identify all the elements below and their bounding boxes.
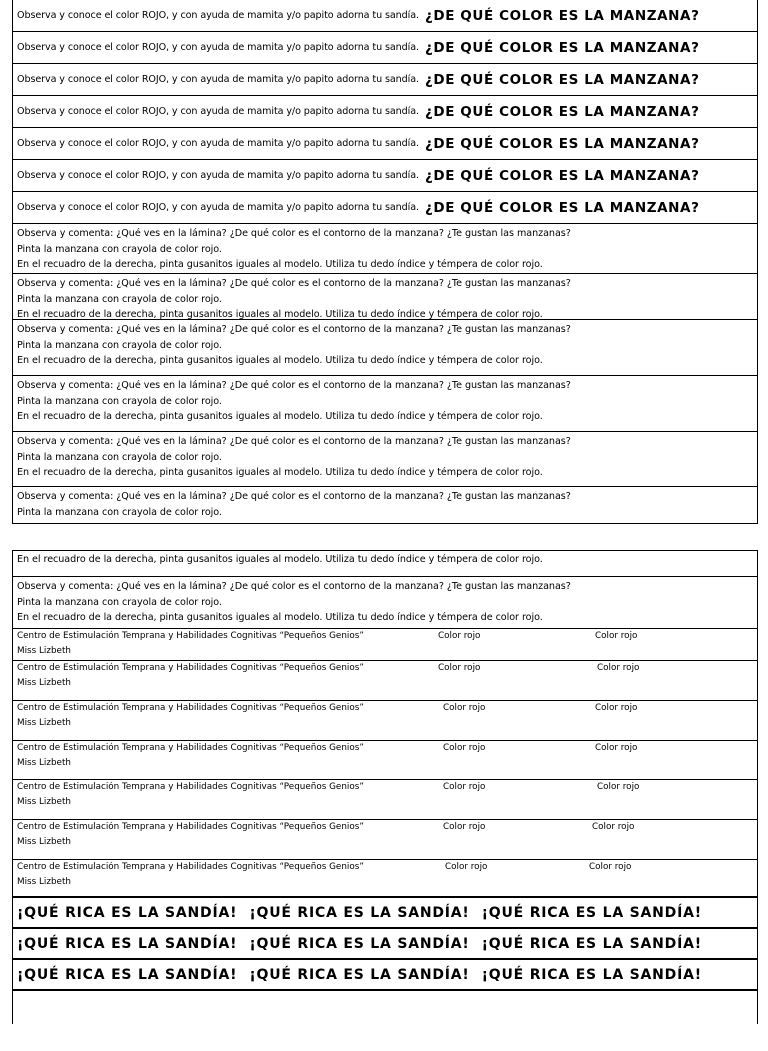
teacher-name: Miss Lizbeth — [17, 877, 71, 887]
color-label: Color rojo — [595, 703, 638, 713]
observa-text: Observa y conoce el color ROJO, y con ayuda de mamita y/o papito adorna tu sandía. — [17, 106, 419, 117]
sandia-text: ¡QUÉ RICA ES LA SANDÍA! — [17, 935, 238, 952]
comenta-block — [13, 224, 757, 274]
sandia-text: ¡QUÉ RICA ES LA SANDÍA! — [481, 966, 702, 983]
centro-row — [13, 701, 757, 741]
manzana-heading: ¿DE QUÉ COLOR ES LA MANZANA? — [424, 103, 700, 120]
comenta-block — [13, 274, 757, 320]
observa-row — [13, 160, 757, 192]
comenta-line-3: En el recuadro de la derecha, pinta gusanitos iguales al modelo. Utiliza tu dedo índice y témpera de color rojo. — [17, 309, 543, 320]
centro-row — [13, 741, 757, 780]
centro-name: Centro de Estimulación Temprana y Habilidades Cognitivas “Pequeños Genios” — [17, 862, 364, 872]
centro-name: Centro de Estimulación Temprana y Habilidades Cognitivas “Pequeños Genios” — [17, 782, 364, 792]
observa-text: Observa y conoce el color ROJO, y con ayuda de mamita y/o papito adorna tu sandía. — [17, 74, 419, 85]
centro-row — [13, 820, 757, 860]
color-label: Color rojo — [445, 862, 488, 872]
observa-text: Observa y conoce el color ROJO, y con ayuda de mamita y/o papito adorna tu sandía. — [17, 10, 419, 21]
observa-row — [13, 96, 757, 128]
manzana-heading: ¿DE QUÉ COLOR ES LA MANZANA? — [424, 135, 700, 152]
comenta-line-1: Observa y comenta: ¿Qué ves en la lámina? ¿De qué color es el contorno de la manzana? ¿Te gustan las manzanas? — [17, 436, 571, 447]
color-label: Color rojo — [595, 631, 638, 641]
comenta-line-2: Pinta la manzana con crayola de color rojo. — [17, 339, 222, 351]
centro-name: Centro de Estimulación Temprana y Habilidades Cognitivas “Pequeños Genios” — [17, 631, 364, 641]
blank-row — [13, 991, 757, 1051]
teacher-name: Miss Lizbeth — [17, 718, 71, 728]
comenta-line-1: Observa y comenta: ¿Qué ves en la lámina? ¿De qué color es el contorno de la manzana? ¿Te gustan las manzanas? — [17, 581, 571, 592]
comenta-block — [13, 432, 757, 487]
teacher-name: Miss Lizbeth — [17, 758, 71, 768]
teacher-name: Miss Lizbeth — [17, 646, 71, 656]
color-label: Color rojo — [443, 822, 486, 832]
sandia-row — [13, 929, 757, 960]
sandia-row — [13, 960, 757, 991]
centro-row — [13, 661, 757, 701]
page-gap — [0, 524, 768, 550]
centro-row — [13, 860, 757, 898]
teacher-name: Miss Lizbeth — [17, 837, 71, 847]
comenta-line-3: En el recuadro de la derecha, pinta gusanitos iguales al modelo. Utiliza tu dedo índice y témpera de color rojo. — [17, 467, 543, 478]
color-label: Color rojo — [592, 822, 635, 832]
color-label: Color rojo — [443, 703, 486, 713]
observa-row — [13, 128, 757, 160]
observa-row — [13, 32, 757, 64]
observa-row — [13, 64, 757, 96]
comenta-line-3: En el recuadro de la derecha, pinta gusanitos iguales al modelo. Utiliza tu dedo índice y témpera de color rojo. — [17, 554, 543, 565]
comenta-line-1: Observa y comenta: ¿Qué ves en la lámina? ¿De qué color es el contorno de la manzana? ¿Te gustan las manzanas? — [17, 228, 571, 239]
observa-row — [13, 0, 757, 32]
centro-name: Centro de Estimulación Temprana y Habilidades Cognitivas “Pequeños Genios” — [17, 822, 364, 832]
color-label: Color rojo — [595, 743, 638, 753]
sandia-text: ¡QUÉ RICA ES LA SANDÍA! — [249, 966, 470, 983]
sandia-text: ¡QUÉ RICA ES LA SANDÍA! — [481, 904, 702, 921]
comenta-line-2: Pinta la manzana con crayola de color rojo. — [17, 506, 222, 518]
page-2 — [12, 550, 758, 1024]
color-label: Color rojo — [589, 862, 632, 872]
comenta-line-1: Observa y comenta: ¿Qué ves en la lámina? ¿De qué color es el contorno de la manzana? ¿Te gustan las manzanas? — [17, 278, 571, 289]
color-label: Color rojo — [438, 631, 481, 641]
comenta-block — [13, 320, 757, 376]
sandia-text: ¡QUÉ RICA ES LA SANDÍA! — [481, 935, 702, 952]
sandia-text: ¡QUÉ RICA ES LA SANDÍA! — [249, 904, 470, 921]
manzana-heading: ¿DE QUÉ COLOR ES LA MANZANA? — [424, 7, 700, 24]
centro-row — [13, 629, 757, 661]
comenta-line-3: En el recuadro de la derecha, pinta gusanitos iguales al modelo. Utiliza tu dedo índice y témpera de color rojo. — [17, 411, 543, 422]
manzana-heading: ¿DE QUÉ COLOR ES LA MANZANA? — [424, 199, 700, 216]
comenta-line-3: En el recuadro de la derecha, pinta gusanitos iguales al modelo. Utiliza tu dedo índice y témpera de color rojo. — [17, 355, 543, 366]
comenta-line-1: Observa y comenta: ¿Qué ves en la lámina? ¿De qué color es el contorno de la manzana? ¿Te gustan las manzanas? — [17, 380, 571, 391]
page-1 — [12, 0, 758, 524]
color-label: Color rojo — [438, 663, 481, 673]
comenta-block — [13, 376, 757, 432]
centro-row — [13, 780, 757, 820]
color-label: Color rojo — [597, 663, 640, 673]
comenta-line-2: Pinta la manzana con crayola de color rojo. — [17, 395, 222, 407]
color-label: Color rojo — [443, 743, 486, 753]
observa-text: Observa y conoce el color ROJO, y con ayuda de mamita y/o papito adorna tu sandía. — [17, 138, 419, 149]
comenta-line-1: Observa y comenta: ¿Qué ves en la lámina? ¿De qué color es el contorno de la manzana? ¿Te gustan las manzanas? — [17, 491, 571, 502]
manzana-heading: ¿DE QUÉ COLOR ES LA MANZANA? — [424, 39, 700, 56]
manzana-heading: ¿DE QUÉ COLOR ES LA MANZANA? — [424, 71, 700, 88]
color-label: Color rojo — [597, 782, 640, 792]
comenta-line-3: En el recuadro de la derecha, pinta gusanitos iguales al modelo. Utiliza tu dedo índice y témpera de color rojo. — [17, 612, 543, 623]
manzana-heading: ¿DE QUÉ COLOR ES LA MANZANA? — [424, 167, 700, 184]
teacher-name: Miss Lizbeth — [17, 797, 71, 807]
comenta-line-3: En el recuadro de la derecha, pinta gusanitos iguales al modelo. Utiliza tu dedo índice y témpera de color rojo. — [17, 259, 543, 270]
observa-text: Observa y conoce el color ROJO, y con ayuda de mamita y/o papito adorna tu sandía. — [17, 42, 419, 53]
color-label: Color rojo — [443, 782, 486, 792]
comenta-continuation — [13, 551, 757, 577]
comenta-line-2: Pinta la manzana con crayola de color rojo. — [17, 596, 222, 608]
comenta-line-2: Pinta la manzana con crayola de color rojo. — [17, 243, 222, 255]
comenta-line-2: Pinta la manzana con crayola de color rojo. — [17, 451, 222, 463]
sandia-text: ¡QUÉ RICA ES LA SANDÍA! — [249, 935, 470, 952]
observa-text: Observa y conoce el color ROJO, y con ayuda de mamita y/o papito adorna tu sandía. — [17, 170, 419, 181]
sandia-text: ¡QUÉ RICA ES LA SANDÍA! — [17, 966, 238, 983]
observa-text: Observa y conoce el color ROJO, y con ayuda de mamita y/o papito adorna tu sandía. — [17, 202, 419, 213]
centro-name: Centro de Estimulación Temprana y Habilidades Cognitivas “Pequeños Genios” — [17, 703, 364, 713]
sandia-text: ¡QUÉ RICA ES LA SANDÍA! — [17, 904, 238, 921]
centro-name: Centro de Estimulación Temprana y Habilidades Cognitivas “Pequeños Genios” — [17, 663, 364, 673]
teacher-name: Miss Lizbeth — [17, 678, 71, 688]
comenta-block-partial — [13, 487, 757, 520]
comenta-line-1: Observa y comenta: ¿Qué ves en la lámina? ¿De qué color es el contorno de la manzana? ¿Te gustan las manzanas? — [17, 324, 571, 335]
centro-name: Centro de Estimulación Temprana y Habilidades Cognitivas “Pequeños Genios” — [17, 743, 364, 753]
sandia-row — [13, 898, 757, 929]
comenta-block — [13, 577, 757, 629]
comenta-line-2: Pinta la manzana con crayola de color rojo. — [17, 293, 222, 305]
observa-row — [13, 192, 757, 224]
